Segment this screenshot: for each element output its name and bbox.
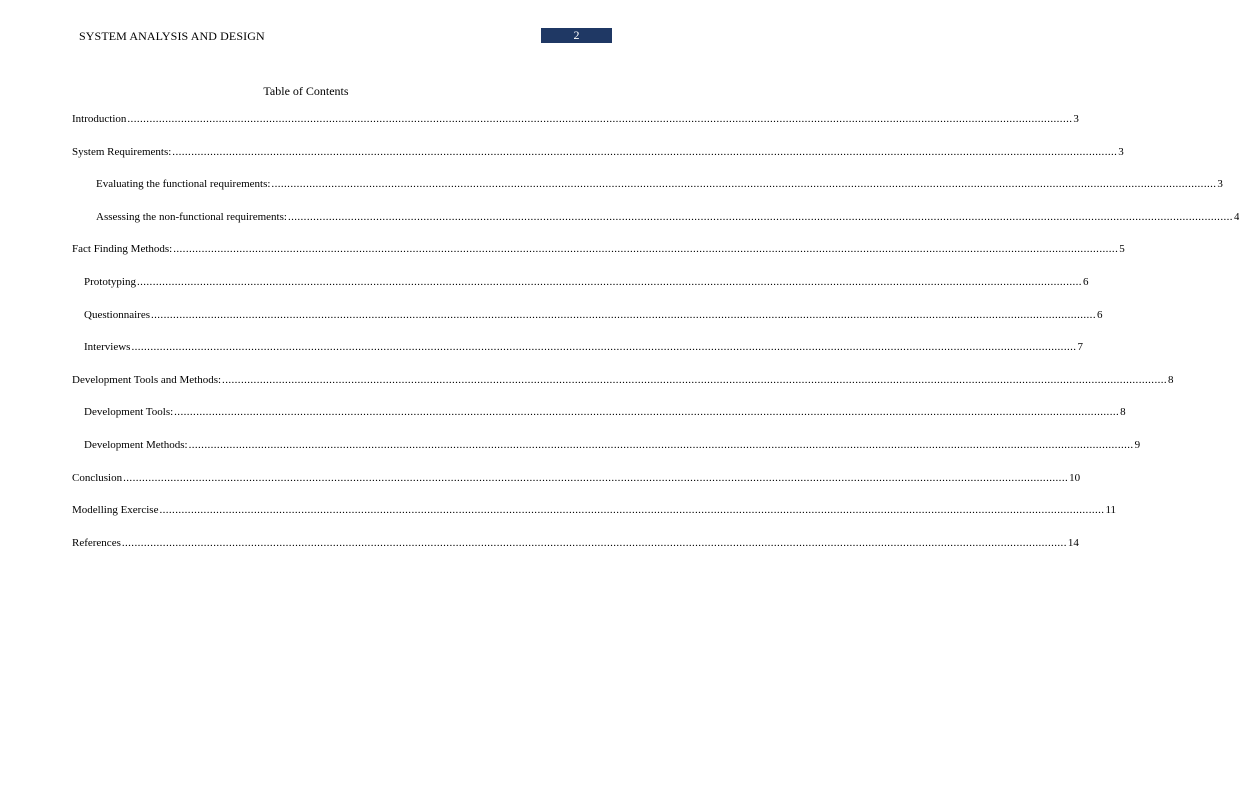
- toc-dot-leader: ............................................................................................................................................................................................................................................................................................................: [121, 536, 1067, 549]
- toc-entry[interactable]: [84, 340, 1083, 354]
- toc-entry-page-number: 11: [1105, 504, 1117, 517]
- toc-dot-leader: ............................................................................................................................................................................................................................................................................................................: [174, 406, 1120, 419]
- toc-entry-page-number: 4: [1233, 210, 1239, 223]
- toc-entry[interactable]: [84, 308, 1103, 322]
- toc-entry-page-number: 3: [1118, 145, 1124, 158]
- toc-entry-page-number: 3: [1073, 113, 1079, 125]
- toc-entry-page-number: 14: [1067, 536, 1079, 549]
- toc-entry[interactable]: [72, 536, 1079, 550]
- toc-dot-leader: ............................................................................................................................................................................................................................................................................................................: [123, 471, 1069, 484]
- toc-entry-title: Interviews: [84, 341, 131, 354]
- toc-entry-title: Development Tools and Methods:: [72, 373, 222, 386]
- toc-entry[interactable]: [72, 503, 1117, 517]
- toc-dot-leader: ............................................................................................................................................................................................................................................................................................................: [159, 504, 1105, 517]
- toc-entry-title: Assessing the non-functional requirements:: [96, 210, 287, 223]
- toc-dot-leader: ............................................................................................................................................................................................................................................................................................................: [271, 178, 1217, 191]
- toc-entry[interactable]: [72, 112, 1079, 126]
- page-number-badge: 2: [541, 28, 612, 43]
- toc-dot-leader: ............................................................................................................................................................................................................................................................................................................: [127, 113, 1073, 125]
- toc-entry-page-number: 5: [1119, 243, 1125, 256]
- toc-entry-title: Development Tools:: [84, 406, 174, 419]
- toc-entry-page-number: 8: [1120, 406, 1126, 419]
- toc-dot-leader: ............................................................................................................................................................................................................................................................................................................: [287, 210, 1233, 223]
- toc-entry-title: Evaluating the functional requirements:: [96, 178, 271, 191]
- toc-entry-page-number: 3: [1217, 178, 1223, 191]
- toc-entry[interactable]: [72, 471, 1081, 485]
- toc-entry-title: Prototyping: [84, 276, 136, 288]
- toc-entry[interactable]: [84, 275, 1089, 289]
- toc-entry[interactable]: [84, 405, 1126, 419]
- toc-dot-leader: ............................................................................................................................................................................................................................................................................................................: [136, 276, 1082, 288]
- toc-entry-title: Introduction: [72, 113, 127, 125]
- toc-entry-page-number: 9: [1134, 439, 1141, 451]
- toc-entry-title: References: [72, 536, 121, 549]
- toc-dot-leader: ............................................................................................................................................................................................................................................................................................................: [188, 439, 1134, 451]
- toc-entry[interactable]: [96, 177, 1223, 191]
- toc-entry-title: Questionnaires: [84, 308, 150, 321]
- toc-dot-leader: ............................................................................................................................................................................................................................................................................................................: [131, 341, 1077, 354]
- toc-entry-page-number: 8: [1168, 373, 1174, 386]
- toc-entry-title: Conclusion: [72, 471, 123, 484]
- toc-entry-title: Modelling Exercise: [72, 504, 159, 517]
- toc-entry[interactable]: [84, 438, 1141, 452]
- toc-entry-page-number: 6: [1096, 308, 1103, 321]
- toc-dot-leader: ............................................................................................................................................................................................................................................................................................................: [173, 243, 1119, 256]
- toc-entry[interactable]: [72, 373, 1174, 387]
- toc-dot-leader: ............................................................................................................................................................................................................................................................................................................: [150, 308, 1096, 321]
- running-header-title: SYSTEM ANALYSIS AND DESIGN: [79, 29, 265, 43]
- toc-entry-title: Development Methods:: [84, 439, 188, 451]
- toc-entry[interactable]: [72, 145, 1124, 159]
- toc-entry[interactable]: [72, 242, 1125, 256]
- toc-entry-page-number: 6: [1082, 276, 1089, 288]
- toc-entry-page-number: 7: [1077, 341, 1083, 354]
- toc-entry[interactable]: [96, 210, 1239, 224]
- toc-dot-leader: ............................................................................................................................................................................................................................................................................................................: [222, 373, 1168, 386]
- toc-heading: Table of Contents: [263, 84, 349, 98]
- toc-entry-title: Fact Finding Methods:: [72, 243, 173, 256]
- toc-entry-page-number: 10: [1069, 471, 1081, 484]
- toc-entry-title: System Requirements:: [72, 145, 172, 158]
- toc-dot-leader: ............................................................................................................................................................................................................................................................................................................: [172, 145, 1118, 158]
